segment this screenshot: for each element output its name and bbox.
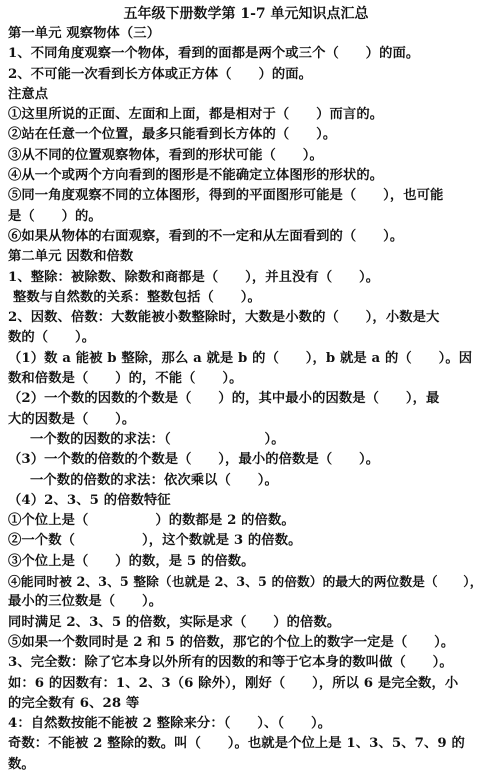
text-line: ⑤同一角度观察不同的立体图形，得到的平面图形可能是（ ），也可能 <box>8 188 444 204</box>
unit-1-heading: 第一单元 观察物体（三） <box>8 26 161 41</box>
text-line: ②一个数（ ），这个数就是 3 的倍数。 <box>8 533 302 549</box>
text-line: 整数与自然数的关系：整数包括（ ）。 <box>13 289 261 305</box>
text-line: 1、不同角度观察一个物体，看到的面都是两个或三个（ ）的面。 <box>8 46 420 62</box>
document-title: 五年级下册数学第 1-7 单元知识点汇总 <box>123 6 369 22</box>
text-line: ②站在任意一个位置，最多只能看到长方体的（ ）。 <box>8 127 337 143</box>
text-line: ①这里所说的正面、左面和上面，都是相对于（ ）而言的。 <box>8 107 384 123</box>
subsection-heading: （4）2、3、5 的倍数特征 <box>8 492 171 508</box>
text-line: 的完全数有 6、28 等 <box>8 695 140 711</box>
text-line: 奇数：不能被 2 整除的数。叫（ ）。也就是个位上是 1、3、5、7、9 的 <box>8 736 465 752</box>
text-line: 一个数的因数的求法：（ ）。 <box>30 431 285 447</box>
text-line: 数的（ ）。 <box>8 330 96 346</box>
text-line: 1、整除：被除数、除数和商都是（ ），并且没有（ ）。 <box>8 269 380 285</box>
text-line: 如：6 的因数有：1、2、3（6 除外），刚好（ ），所以 6 是完全数，小 <box>8 675 459 691</box>
text-line: ③个位上是（ ）的数，是 5 的倍数。 <box>8 553 255 569</box>
text-line: 数和倍数是（ ）的，不能（ ）。 <box>8 371 243 387</box>
text-line: ⑤如果一个数同时是 2 和 5 的倍数，那它的个位上的数字一定是（ ）。 <box>8 634 455 650</box>
text-line: 2、不可能一次看到长方体或正方体（ ）的面。 <box>8 66 313 82</box>
text-line: ①个位上是（ ）的数都是 2 的倍数。 <box>8 513 295 529</box>
unit-2-heading: 第二单元 因数和倍数 <box>8 249 134 265</box>
notes-heading: 注意点 <box>8 86 49 102</box>
text-line: 4：自然数按能不能被 2 整除来分：（ ）、（ ）。 <box>8 716 332 732</box>
text-line: （1）数 a 能被 b 整除，那么 a 就是 b 的（ ），b 就是 a 的（ ）。因 <box>8 350 473 366</box>
text-line: 数。 <box>8 756 35 772</box>
text-line: ④能同时被 2、3、5 整除（也就是 2、3、5 的倍数）的最大的两位数是（ ）， <box>8 574 483 590</box>
text-line: 2、因数、倍数：大数能被小数整除时，大数是小数的（ ），小数是大 <box>8 310 440 326</box>
text-line: ④从一个或两个方向看到的图形是不能确定立体图形的形状的。 <box>8 168 384 184</box>
text-line: 大的因数是（ ）。 <box>8 411 136 427</box>
text-line: 3、完全数：除了它本身以外所有的因数的和等于它本身的数叫做（ ）。 <box>8 655 453 671</box>
text-line: 同时满足 2、3、5 的倍数，实际是求（ ）的倍数。 <box>8 614 341 630</box>
text-line: （3）一个数的倍数的个数是（ ），最小的倍数是（ ）。 <box>8 452 380 468</box>
text-line: 是（ ）的。 <box>8 208 102 224</box>
text-line: 一个数的倍数的求法：依次乘以（ ）。 <box>30 472 278 488</box>
text-line: ③从不同的位置观察物体，看到的形状可能（ ）。 <box>8 147 323 163</box>
text-line: 最小的三位数是（ ）。 <box>8 594 163 610</box>
text-line: ⑥如果从物体的右面观察，看到的不一定和从左面看到的（ ）。 <box>8 228 404 244</box>
text-line: （2）一个数的因数的个数是（ ）的，其中最小的因数是（ ），最 <box>8 391 440 407</box>
